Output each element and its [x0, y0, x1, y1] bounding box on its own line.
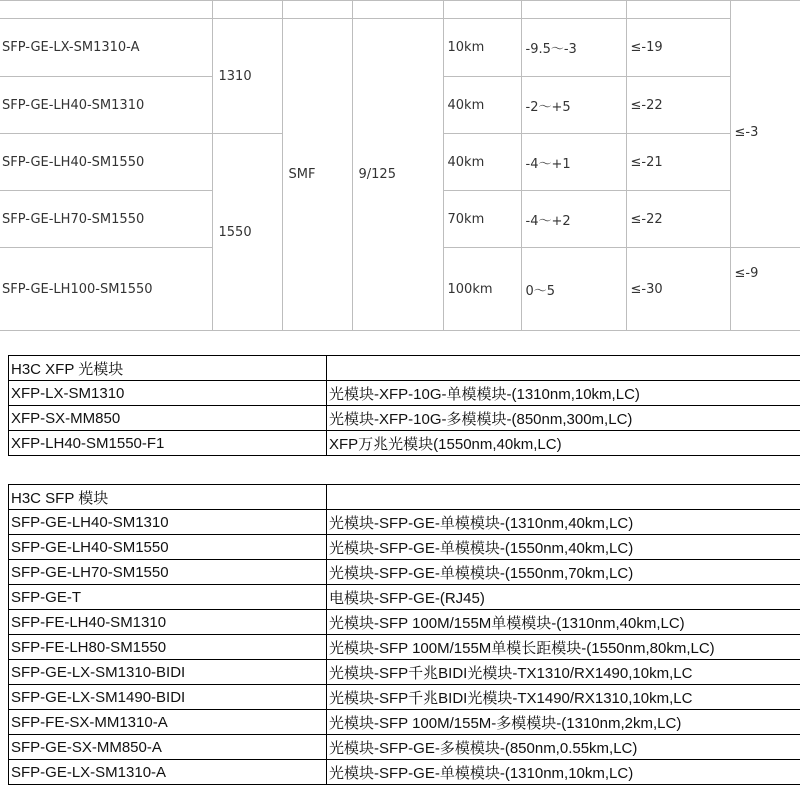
module-description: 光模块-SFP 100M/155M单模长距模块-(1550nm,80km,LC)	[327, 635, 800, 660]
module-model: SFP-GE-T	[9, 585, 327, 610]
table-row	[9, 560, 800, 585]
table-row	[9, 635, 800, 660]
table-row	[9, 760, 800, 785]
module-description: 光模块-SFP-GE-单模模块-(1310nm,40km,LC)	[327, 510, 800, 535]
spec-wavelength: 1550	[212, 134, 282, 331]
module-description: XFP万兆光模块(1550nm,40km,LC)	[327, 431, 800, 456]
module-model: SFP-FE-SX-MM1310-A	[9, 710, 327, 735]
spec-model: SFP-GE-LX-SM1310-A	[0, 19, 212, 77]
module-model: XFP-LX-SM1310	[9, 381, 327, 406]
table-header-row	[9, 485, 800, 510]
table-row	[9, 510, 800, 535]
spec-distance: 100km	[443, 248, 521, 331]
table-row	[9, 735, 800, 760]
spec-rx-sensitivity: ≤-22	[626, 191, 730, 248]
spec-cell	[730, 1, 800, 19]
table-row	[9, 406, 800, 431]
table-row	[9, 710, 800, 735]
module-description: 光模块-SFP-GE-单模模块-(1550nm,40km,LC)	[327, 535, 800, 560]
spec-distance: 70km	[443, 191, 521, 248]
spec-cell	[282, 1, 352, 19]
table-row	[9, 381, 800, 406]
spec-wavelength: 1310	[212, 19, 282, 134]
spec-rx-sensitivity: ≤-22	[626, 77, 730, 134]
module-description: 光模块-SFP 100M/155M单模模块-(1310nm,40km,LC)	[327, 610, 800, 635]
spec-model: SFP-GE-LH100-SM1550	[0, 248, 212, 331]
table-row	[9, 610, 800, 635]
spec-overload: ≤-3	[730, 19, 800, 248]
spec-fiber-type: SMF	[282, 19, 352, 331]
module-description: 光模块-XFP-10G-单模模块-(1310nm,10km,LC)	[327, 381, 800, 406]
spec-rx-sensitivity: ≤-30	[626, 248, 730, 331]
header-empty-cell	[327, 356, 800, 381]
spec-cropped-row	[0, 1, 800, 19]
spec-table	[0, 0, 800, 331]
spec-cell	[352, 1, 443, 19]
module-model: SFP-GE-LX-SM1310-BIDI	[9, 660, 327, 685]
spec-overload: ≤-9	[730, 248, 800, 331]
module-description: 光模块-XFP-10G-多模模块-(850nm,300m,LC)	[327, 406, 800, 431]
module-model: SFP-GE-LX-SM1490-BIDI	[9, 685, 327, 710]
module-model: SFP-FE-LH40-SM1310	[9, 610, 327, 635]
table-header-row	[9, 356, 800, 381]
module-description: 光模块-SFP-GE-单模模块-(1550nm,70km,LC)	[327, 560, 800, 585]
module-model: SFP-GE-LH40-SM1550	[9, 535, 327, 560]
table-row	[9, 660, 800, 685]
module-model: SFP-FE-LH80-SM1550	[9, 635, 327, 660]
sfp-table-title: H3C SFP 模块	[9, 485, 327, 510]
spec-tx-power: -9.5～-3	[521, 19, 626, 77]
module-model: SFP-GE-LH70-SM1550	[9, 560, 327, 585]
table-row	[9, 685, 800, 710]
spec-cell	[443, 1, 521, 19]
spec-row	[0, 19, 800, 77]
module-model: SFP-GE-SX-MM850-A	[9, 735, 327, 760]
module-description: 光模块-SFP千兆BIDI光模块-TX1310/RX1490,10km,LC	[327, 660, 800, 685]
spec-cell	[521, 1, 626, 19]
xfp-table-title: H3C XFP 光模块	[9, 356, 327, 381]
module-description: 光模块-SFP-GE-多模模块-(850nm,0.55km,LC)	[327, 735, 800, 760]
module-description: 光模块-SFP-GE-单模模块-(1310nm,10km,LC)	[327, 760, 800, 785]
module-description: 光模块-SFP 100M/155M-多模模块-(1310nm,2km,LC)	[327, 710, 800, 735]
table-row	[9, 585, 800, 610]
module-model: XFP-SX-MM850	[9, 406, 327, 431]
spec-model: SFP-GE-LH70-SM1550	[0, 191, 212, 248]
spec-rx-sensitivity: ≤-19	[626, 19, 730, 77]
spec-model: SFP-GE-LH40-SM1310	[0, 77, 212, 134]
module-model: SFP-GE-LX-SM1310-A	[9, 760, 327, 785]
header-empty-cell	[327, 485, 800, 510]
module-description: 光模块-SFP千兆BIDI光模块-TX1490/RX1310,10km,LC	[327, 685, 800, 710]
spec-distance: 40km	[443, 77, 521, 134]
spec-model: SFP-GE-LH40-SM1550	[0, 134, 212, 191]
module-model: SFP-GE-LH40-SM1310	[9, 510, 327, 535]
table-row	[9, 431, 800, 456]
xfp-module-table	[8, 355, 800, 456]
spec-cell	[212, 1, 282, 19]
spec-core-size: 9/125	[352, 19, 443, 331]
module-description: 电模块-SFP-GE-(RJ45)	[327, 585, 800, 610]
spec-rx-sensitivity: ≤-21	[626, 134, 730, 191]
module-model: XFP-LH40-SM1550-F1	[9, 431, 327, 456]
spec-tx-power: 0～5	[521, 248, 626, 331]
spec-distance: 40km	[443, 134, 521, 191]
spec-distance: 10km	[443, 19, 521, 77]
sfp-module-table	[8, 484, 800, 785]
spec-tx-power: -2～+5	[521, 77, 626, 134]
table-row	[9, 535, 800, 560]
spec-tx-power: -4～+2	[521, 191, 626, 248]
spec-cell	[0, 1, 212, 19]
spec-cell	[626, 1, 730, 19]
spec-tx-power: -4～+1	[521, 134, 626, 191]
